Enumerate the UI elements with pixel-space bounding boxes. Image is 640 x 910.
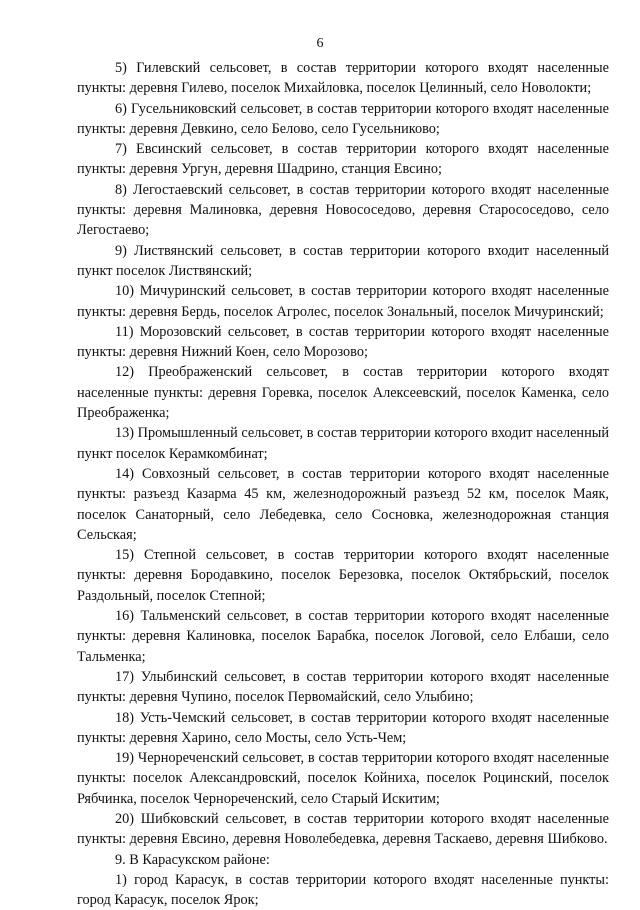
list-item-14-sovkhozny: 14) Совхозный сельсовет, в состав территории которого входят населенные пункты: разъезд Казарма 45 км, железнодорожный разъезд 52 км, поселок Маяк, поселок Санаторный, село Лебедевка, село Сосновка, железнодорожная станция Сельская; xyxy=(77,465,609,543)
list-item-17-ulybinsky: 17) Улыбинский сельсовет, в состав территории которого входят населенные пункты: деревня Чупино, поселок Первомайский, село Улыбино; xyxy=(77,668,609,706)
list-item-8-legostaevsky: 8) Легостаевский сельсовет, в состав территории которого входят населенные пункты: деревня Малиновка, деревня Новососедово, деревня Старососедово, село Легостаево; xyxy=(77,181,609,239)
list-item-5-gilevsky: 5) Гилевский сельсовет, в состав территории которого входят населенные пункты: деревня Гилево, поселок Михайловка, поселок Целинный, село Новолокти; xyxy=(77,60,609,97)
list-item-20-shibkovsky: 20) Шибковский сельсовет, в состав территории которого входят населенные пункты: деревня Евсино, деревня Новолебедевка, деревня Таскаево, деревня Шибково. xyxy=(77,810,609,848)
list-item-1-karasuk: 1) город Карасук, в состав территории которого входят населенные пункты: город Карасук, поселок Ярок; xyxy=(77,871,609,909)
list-item-10-michurinsky: 10) Мичуринский сельсовет, в состав территории которого входят населенные пункты: деревня Бердь, поселок Агролес, поселок Зональный, поселок Мичуринский; xyxy=(77,283,609,320)
document-body xyxy=(77,58,609,910)
list-item-13-promyshlenny: 13) Промышленный сельсовет, в состав территории которого входит населенный пункт поселок Керамкомбинат; xyxy=(77,425,609,462)
section-heading-karasuk-district: 9. В Карасукском районе: xyxy=(115,851,270,868)
list-item-11-morozovsky: 11) Морозовский сельсовет, в состав территории которого входят населенные пункты: деревня Нижний Коен, село Морозово; xyxy=(77,323,609,361)
list-item-16-talmensky: 16) Тальменский сельсовет, в состав территории которого входят населенные пункты: деревня Калиновка, поселок Барабка, поселок Логовой, село Елбаши, село Тальменка; xyxy=(77,608,609,665)
page-number: 6 xyxy=(316,36,324,51)
list-item-6-guselnikovsky: 6) Гусельниковский сельсовет, в состав территории которого входят населенные пункты: деревня Девкино, село Белово, село Гусельниково; xyxy=(77,100,609,137)
list-item-9-listvyansky: 9) Листвянский сельсовет, в состав территории которого входит населенный пункт поселок Листвянский; xyxy=(77,242,609,279)
list-item-7-evsinsky: 7) Евсинский сельсовет, в состав территории которого входят населенные пункты: деревня Ургун, деревня Шадрино, станция Евсино; xyxy=(77,141,609,178)
list-item-18-ust-chemsky: 18) Усть-Чемский сельсовет, в состав территории которого входят населенные пункты: деревня Харино, село Мосты, село Усть-Чем; xyxy=(77,709,609,746)
list-item-15-stepnoy: 15) Степной сельсовет, в состав территории которого входят населенные пункты: деревня Бородавкино, поселок Березовка, поселок Октябрьский, поселок Раздольный, поселок Степной; xyxy=(77,547,609,604)
list-item-19-chernorechensky: 19) Чернореченский сельсовет, в состав территории которого входят населенные пункты: поселок Александровский, поселок Койниха, поселок Роцинский, поселок Рябчинка, поселок Чернореченский, село Старый Искитим; xyxy=(77,750,609,807)
list-item-12-preobrazhensky: 12) Преображенский сельсовет, в состав территории которого входят населенные пункты: деревня Горевка, поселок Алексеевский, поселок Каменка, село Преображенка; xyxy=(77,364,609,422)
